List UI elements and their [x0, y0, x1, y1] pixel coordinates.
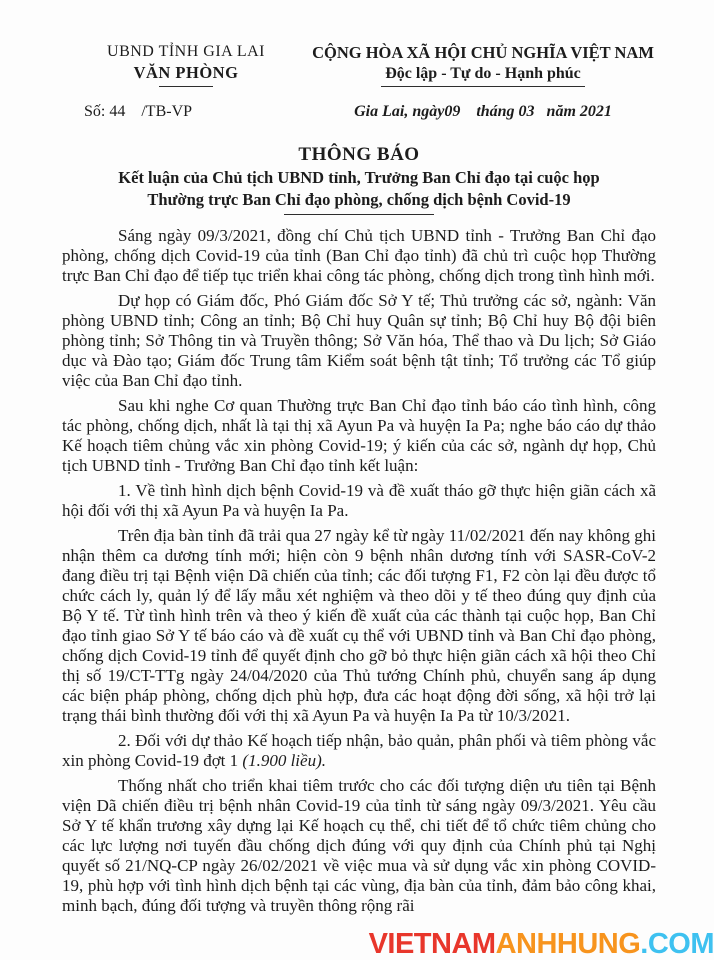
- paragraph-text: Sau khi nghe Cơ quan Thường trực Ban Chỉ đạo tỉnh báo cáo tình hình, công tác phòng, chống dịch, nhất là tại thị xã Ayun Pa và huyện Ia Pa; nghe báo cáo dự thảo Kế hoạch tiêm chủng vắc xin phòng Covid-19; ý kiến của các sở, ngành dự họp, Chủ tịch UBND tỉnh - Trưởng Ban Chỉ đạo tỉnh kết luận:: [62, 396, 656, 475]
- issuing-org-block: [62, 42, 310, 87]
- document-header: [62, 42, 656, 87]
- document-title: THÔNG BÁO: [298, 144, 420, 165]
- paragraph-text: Dự họp có Giám đốc, Phó Giám đốc Sở Y tế; Thủ trưởng các sở, ngành: Văn phòng UBND tỉnh; Công an tỉnh; Bộ Chỉ huy Quân sự tỉnh; Bộ Chỉ huy Bộ đội biên phòng tỉnh; Sở Thông tin và Truyền thông; Sở Văn hóa, Thể thao và Du lịch; Sở Giáo dục và Đào tạo; Giám đốc Trung tâm Kiểm soát bệnh tật tỉnh; Tổ trưởng các Tổ giúp việc của Ban Chỉ đạo tỉnh.: [62, 291, 656, 390]
- paragraph-attendees: [62, 291, 656, 391]
- paragraph-text: Trên địa bàn tỉnh đã trải qua 27 ngày kể từ ngày 11/02/2021 đến nay không ghi nhận thêm ca dương tính mới; hiện còn 9 bệnh nhân dương tính với SASR-CoV-2 đang điều trị tại Bệnh viện Dã chiến của tỉnh; các đối tượng F1, F2 còn lại đều được tổ chức cách ly, quản lý để lấy mẫu xét nghiệm và theo dõi y tế theo đúng quy định của Bộ Y tế. Từ tình hình trên và theo ý kiến đề xuất của các thành tại cuộc họp, Ban Chỉ đạo tỉnh giao Sở Y tế báo cáo và đề xuất cụ thể với UBND tỉnh và Ban Chỉ đạo phòng, chống dịch Covid-19 tỉnh để quyết định cho gỡ bỏ thực hiện giãn cách xã hội theo Chỉ thị số 19/CT-TTg ngày 24/04/2020 của Thủ tướng Chính phủ, chuyển sang áp dụng các biện pháp phòng, chống dịch phù hợp, đưa các hoạt động đời sống, xã hội trở lại trạng thái bình thường đối với thị xã Ayun Pa và huyện Ia Pa từ 10/3/2021.: [62, 526, 656, 725]
- paragraph-text: 1. Về tình hình dịch bệnh Covid-19 và đề xuất tháo gỡ thực hiện giãn cách xã hội đối với thị xã Ayun Pa và huyện Ia Pa.: [62, 481, 656, 520]
- paragraph-text: Thống nhất cho triển khai tiêm trước cho các đối tượng diện ưu tiên tại Bệnh viện Dã chiến điều trị bệnh nhân Covid-19 của tỉnh từ sáng ngày 09/3/2021. Yêu cầu Sở Y tế khẩn trương xây dựng lại Kế hoạch cụ thể, chi tiết để tổ chức tiêm chủng cho các lực lượng nơi tuyến đầu chống dịch đúng với quy định của Chính phủ tại Nghị quyết số 21/NQ-CP ngày 26/02/2021 về việc mua và sử dụng vắc xin phòng COVID-19, phù hợp với tình hình dịch bệnh tại các vùng, địa bàn của tỉnh, đảm bảo công khai, minh bạch, đúng đối tượng và truyền thông rộng rãi: [62, 776, 656, 915]
- watermark-part-orange: ANHHUNG: [495, 928, 641, 960]
- paragraph-item-1: [62, 481, 656, 521]
- issuing-org-name: UBND TỈNH GIA LAI: [107, 43, 265, 60]
- paragraph-item-2: [62, 731, 656, 771]
- document-body: [62, 226, 656, 916]
- title-underline: [284, 214, 434, 215]
- national-motto: Độc lập - Tự do - Hạnh phúc: [381, 63, 585, 87]
- paragraph-item-2-detail: [62, 776, 656, 916]
- paragraph-item-1-detail: [62, 526, 656, 726]
- paragraph-text: Sáng ngày 09/3/2021, đồng chí Chủ tịch UBND tỉnh - Trưởng Ban Chỉ đạo phòng, chống dịch Covid-19 của tỉnh (Ban Chỉ đạo tỉnh) đã chủ trì cuộc họp Thường trực Ban Chỉ đạo để tiếp tục triển khai công tác phòng, chống dịch trong tình hình mới.: [62, 226, 656, 285]
- national-heading-block: [310, 42, 656, 87]
- org-underline: [159, 86, 213, 87]
- watermark-vietnamanhhung: [369, 929, 714, 959]
- title-block: [62, 143, 656, 215]
- national-title: CỘNG HÒA XÃ HỘI CHỦ NGHĨA VIỆT NAM: [312, 43, 654, 62]
- paragraph-text: 2. Đối với dự thảo Kế hoạch tiếp nhận, bảo quản, phân phối và tiêm phòng vắc xin phòng Covid-19 đợt 1: [62, 731, 656, 770]
- document-meta-row: [62, 103, 656, 121]
- issuing-office-name: VĂN PHÒNG: [133, 63, 239, 82]
- watermark-part-red: VIETNAM: [368, 928, 496, 960]
- paragraph-italic-note: (1.900 liều).: [242, 751, 326, 770]
- document-subtitle-line1: Kết luận của Chủ tịch UBND tỉnh, Trưởng Ban Chỉ đạo tại cuộc họp: [118, 168, 600, 187]
- place-and-date: Gia Lai, ngày09 tháng 03 năm 2021: [354, 103, 612, 120]
- paragraph-conclusion-intro: [62, 396, 656, 476]
- document-subtitle-line2: Thường trực Ban Chỉ đạo phòng, chống dịch bệnh Covid-19: [147, 190, 571, 209]
- paragraph-opening: [62, 226, 656, 286]
- watermark-part-blue: .COM: [640, 928, 714, 960]
- document-number: Số: 44 /TB-VP: [84, 103, 193, 120]
